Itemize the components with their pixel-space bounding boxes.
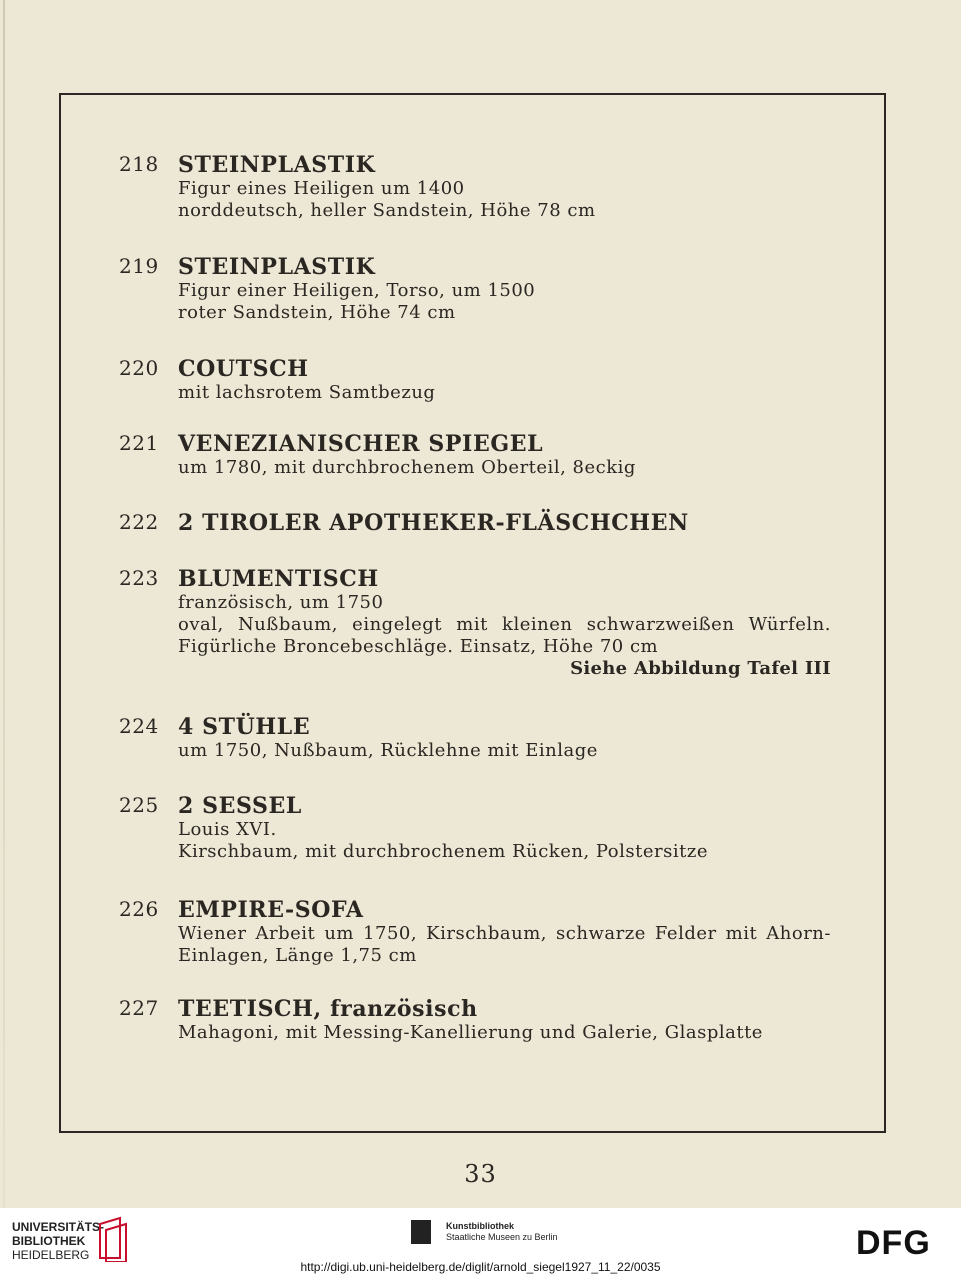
lot-number: 223 — [119, 566, 159, 590]
lot-line: oval, Nußbaum, eingelegt mit kleinen schwarzweißen Würfeln. — [178, 614, 831, 635]
lot-title: 4 STÜHLE — [178, 714, 311, 740]
lot-number: 221 — [119, 431, 159, 455]
lot-number: 218 — [119, 152, 159, 176]
catalog-frame — [59, 93, 886, 1133]
page-number: 33 — [464, 1160, 497, 1188]
university-line: HEIDELBERG — [12, 1248, 90, 1262]
lot-line: norddeutsch, heller Sandstein, Höhe 78 cm — [178, 200, 596, 221]
lot-line: französisch, um 1750 — [178, 592, 384, 613]
lot-title: STEINPLASTIK — [178, 152, 376, 178]
lot-number: 222 — [119, 510, 159, 534]
lot-title: STEINPLASTIK — [178, 254, 376, 280]
lot-title: EMPIRE-SOFA — [178, 897, 364, 923]
lot-number: 219 — [119, 254, 159, 278]
lot-line: Wiener Arbeit um 1750, Kirschbaum, schwarze Felder mit Ahorn- — [178, 923, 831, 944]
permalink[interactable]: http://digi.ub.uni-heidelberg.de/diglit/arnold_siegel1927_11_22/0035 — [300, 1260, 661, 1274]
lot-number: 227 — [119, 996, 159, 1020]
lot-number: 226 — [119, 897, 159, 921]
lot-title: 2 SESSEL — [178, 793, 302, 819]
library-sub: Staatliche Museen zu Berlin — [446, 1232, 558, 1242]
lot-line: Figur einer Heiligen, Torso, um 1500 — [178, 280, 536, 301]
heidelberg-mark-icon — [96, 1216, 130, 1262]
lot-title: BLUMENTISCH — [178, 566, 379, 592]
lot-line: um 1780, mit durchbrochenem Oberteil, 8eckig — [178, 457, 636, 478]
lot-line: um 1750, Nußbaum, Rücklehne mit Einlage — [178, 740, 598, 761]
lot-line: Kirschbaum, mit durchbrochenem Rücken, Polstersitze — [178, 841, 708, 862]
lot-title: TEETISCH, französisch — [178, 996, 478, 1022]
lot-line: Einlagen, Länge 1,75 cm — [178, 945, 417, 966]
plate-reference: Siehe Abbildung Tafel III — [570, 658, 831, 679]
lot-line: Figürliche Broncebeschläge. Einsatz, Höhe 70 cm — [178, 636, 659, 657]
lot-number: 224 — [119, 714, 159, 738]
lot-line: Figur eines Heiligen um 1400 — [178, 178, 465, 199]
lot-line: Mahagoni, mit Messing-Kanellierung und Galerie, Glasplatte — [178, 1022, 763, 1043]
lot-line: Louis XVI. — [178, 819, 277, 840]
lot-line: roter Sandstein, Höhe 74 cm — [178, 302, 456, 323]
kunstbibliothek-icon — [411, 1220, 431, 1244]
dfg-logo[interactable]: DFG — [856, 1224, 931, 1262]
lot-line: mit lachsrotem Samtbezug — [178, 382, 436, 403]
lot-number: 220 — [119, 356, 159, 380]
kunstbibliothek-logo[interactable] — [446, 1221, 558, 1243]
university-line: UNIVERSITÄTS- — [12, 1220, 105, 1234]
lot-number: 225 — [119, 793, 159, 817]
lot-title: COUTSCH — [178, 356, 309, 382]
university-library-logo[interactable] — [12, 1220, 104, 1262]
library-name: Kunstbibliothek — [446, 1221, 514, 1231]
lot-title: VENEZIANISCHER SPIEGEL — [178, 431, 544, 457]
lot-title: 2 TIROLER APOTHEKER-FLÄSCHCHEN — [178, 510, 689, 536]
page-edge — [3, 0, 5, 1208]
university-line: BIBLIOTHEK — [12, 1234, 86, 1248]
